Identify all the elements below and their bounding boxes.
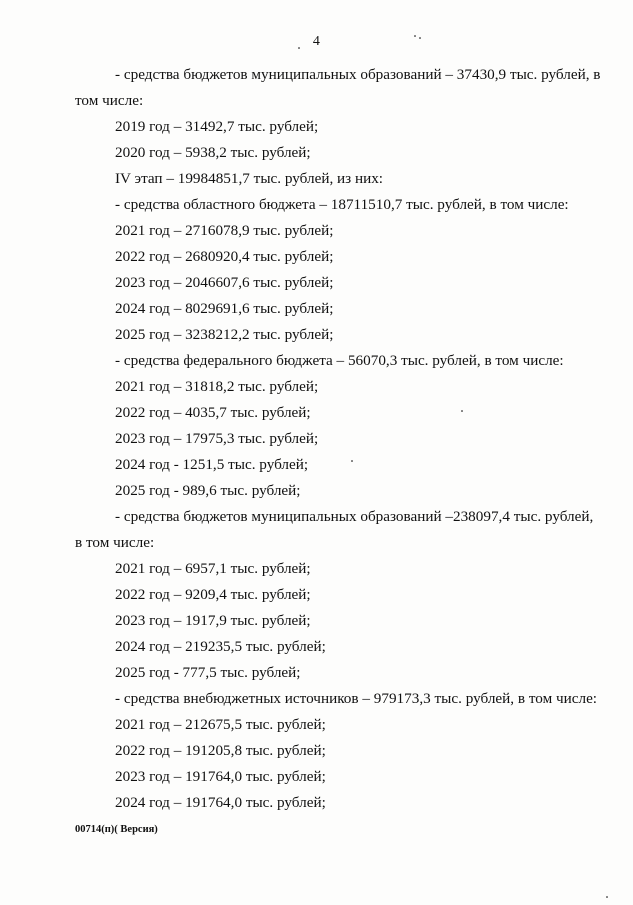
- text-line: в том числе:: [75, 534, 155, 551]
- footer-document-code: 00714(п)( Версия): [75, 824, 158, 835]
- text-line: 2021 год – 2716078,9 тыс. рублей;: [115, 222, 334, 239]
- text-line: 2023 год – 17975,3 тыс. рублей;: [115, 430, 319, 447]
- text-line: 2022 год – 4035,7 тыс. рублей;: [115, 404, 311, 421]
- text-line: 2023 год – 191764,0 тыс. рублей;: [115, 768, 326, 785]
- text-line: - средства бюджетов муниципальных образований – 37430,9 тыс. рублей, в: [115, 66, 601, 83]
- text-line: 2022 год – 9209,4 тыс. рублей;: [115, 586, 311, 603]
- text-line: 2023 год – 1917,9 тыс. рублей;: [115, 612, 311, 629]
- text-line: IV этап – 19984851,7 тыс. рублей, из них:: [115, 170, 384, 187]
- page-number: 4: [312, 34, 321, 49]
- text-line: - средства внебюджетных источников – 979173,3 тыс. рублей, в том числе:: [115, 690, 598, 707]
- text-line: 2022 год – 191205,8 тыс. рублей;: [115, 742, 326, 759]
- document-body: [75, 62, 601, 816]
- text-line: - средства бюджетов муниципальных образований –238097,4 тыс. рублей,: [115, 508, 594, 525]
- text-line: 2020 год – 5938,2 тыс. рублей;: [115, 144, 311, 161]
- text-line: - средства областного бюджета – 18711510,7 тыс. рублей, в том числе:: [115, 196, 569, 213]
- text-line: 2025 год – 3238212,2 тыс. рублей;: [115, 326, 334, 343]
- text-line: 2025 год - 777,5 тыс. рублей;: [115, 664, 301, 681]
- text-line: 2024 год – 191764,0 тыс. рублей;: [115, 794, 326, 811]
- text-line: 2023 год – 2046607,6 тыс. рублей;: [115, 274, 334, 291]
- text-line: 2024 год – 8029691,6 тыс. рублей;: [115, 300, 334, 317]
- text-line: 2021 год – 6957,1 тыс. рублей;: [115, 560, 311, 577]
- scan-speck: [351, 460, 353, 462]
- text-line: том числе:: [75, 92, 144, 109]
- text-line: 2025 год - 989,6 тыс. рублей;: [115, 482, 301, 499]
- text-line: 2021 год – 212675,5 тыс. рублей;: [115, 716, 326, 733]
- scan-speck: [606, 896, 608, 898]
- text-line: 2021 год – 31818,2 тыс. рублей;: [115, 378, 319, 395]
- text-line: - средства федерального бюджета – 56070,3 тыс. рублей, в том числе:: [115, 352, 564, 369]
- text-line: 2022 год – 2680920,4 тыс. рублей;: [115, 248, 334, 265]
- text-line: 2024 год – 219235,5 тыс. рублей;: [115, 638, 326, 655]
- scan-speck: [419, 37, 421, 39]
- text-line: 2019 год – 31492,7 тыс. рублей;: [115, 118, 319, 135]
- scan-speck: [298, 47, 300, 49]
- text-line: 2024 год - 1251,5 тыс. рублей;: [115, 456, 309, 473]
- scan-speck: [414, 35, 416, 37]
- scan-speck: [461, 410, 463, 412]
